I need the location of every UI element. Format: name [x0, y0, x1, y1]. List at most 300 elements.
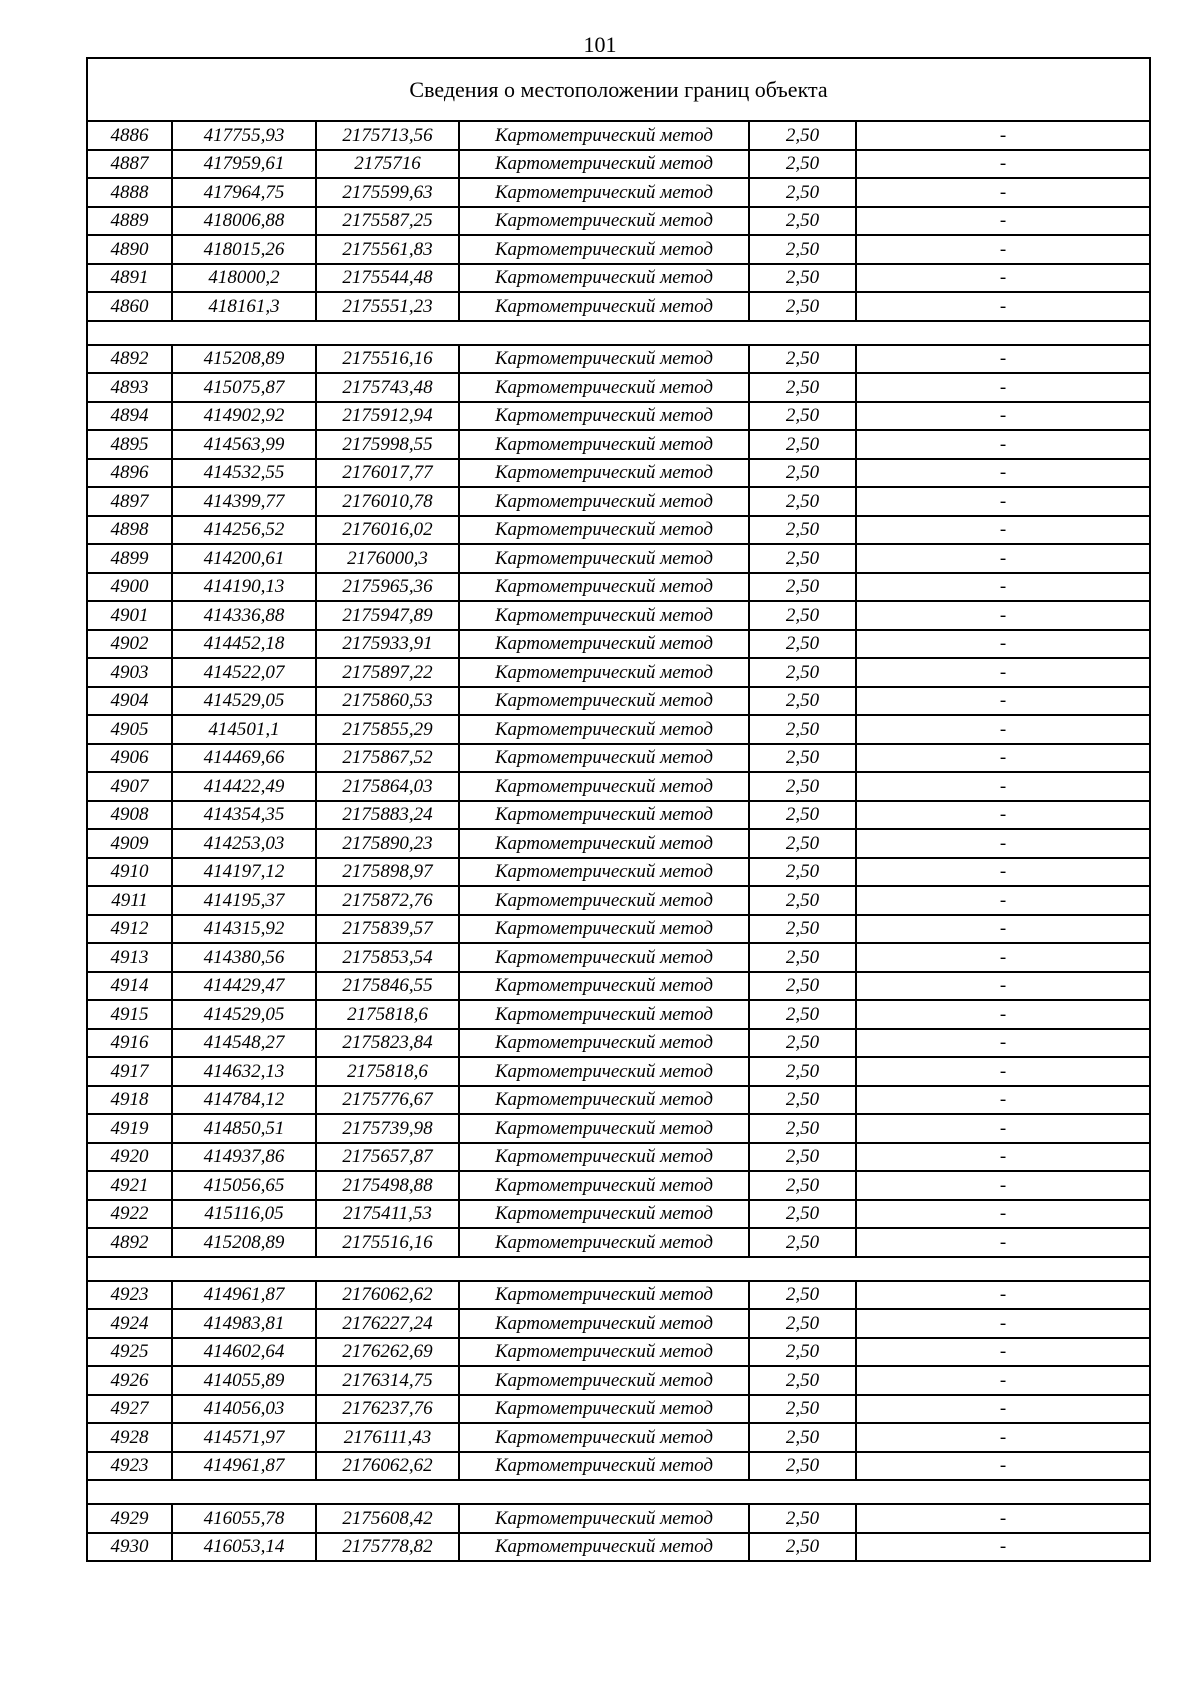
x-coordinate-cell: 416055,78 — [172, 1504, 316, 1533]
accuracy-cell: 2,50 — [749, 292, 856, 321]
x-coordinate-cell: 414336,88 — [172, 601, 316, 630]
accuracy-cell: 2,50 — [749, 1309, 856, 1338]
accuracy-cell: 2,50 — [749, 1086, 856, 1115]
method-cell: Картометрический метод — [459, 1029, 749, 1058]
point-number-cell: 4918 — [87, 1086, 172, 1115]
point-number-cell: 4912 — [87, 915, 172, 944]
accuracy-cell: 2,50 — [749, 972, 856, 1001]
table-row — [87, 1171, 1150, 1200]
table-row — [87, 292, 1150, 321]
y-coordinate-cell: 2175599,63 — [316, 178, 459, 207]
method-cell: Картометрический метод — [459, 345, 749, 374]
table-row — [87, 150, 1150, 179]
description-cell: - — [856, 1143, 1150, 1172]
accuracy-cell: 2,50 — [749, 744, 856, 773]
table-row — [87, 1452, 1150, 1481]
y-coordinate-cell: 2175883,24 — [316, 801, 459, 830]
y-coordinate-cell: 2175933,91 — [316, 630, 459, 659]
x-coordinate-cell: 414632,13 — [172, 1057, 316, 1086]
method-cell: Картометрический метод — [459, 886, 749, 915]
accuracy-cell: 2,50 — [749, 772, 856, 801]
description-cell: - — [856, 150, 1150, 179]
table-row — [87, 207, 1150, 236]
accuracy-cell: 2,50 — [749, 1029, 856, 1058]
y-coordinate-cell: 2175846,55 — [316, 972, 459, 1001]
x-coordinate-cell: 415116,05 — [172, 1200, 316, 1229]
x-coordinate-cell: 414452,18 — [172, 630, 316, 659]
y-coordinate-cell: 2175713,56 — [316, 121, 459, 150]
point-number-cell: 4887 — [87, 150, 172, 179]
x-coordinate-cell: 418161,3 — [172, 292, 316, 321]
x-coordinate-cell: 414354,35 — [172, 801, 316, 830]
method-cell: Картометрический метод — [459, 772, 749, 801]
description-cell: - — [856, 1423, 1150, 1452]
table-row — [87, 1143, 1150, 1172]
point-number-cell: 4927 — [87, 1395, 172, 1424]
y-coordinate-cell: 2175561,83 — [316, 235, 459, 264]
description-cell: - — [856, 573, 1150, 602]
accuracy-cell: 2,50 — [749, 1281, 856, 1310]
description-cell: - — [856, 1200, 1150, 1229]
point-number-cell: 4917 — [87, 1057, 172, 1086]
method-cell: Картометрический метод — [459, 544, 749, 573]
description-cell: - — [856, 772, 1150, 801]
description-cell: - — [856, 801, 1150, 830]
point-number-cell: 4908 — [87, 801, 172, 830]
y-coordinate-cell: 2175778,82 — [316, 1533, 459, 1562]
description-cell: - — [856, 1533, 1150, 1562]
description-cell: - — [856, 264, 1150, 293]
x-coordinate-cell: 414429,47 — [172, 972, 316, 1001]
description-cell: - — [856, 1057, 1150, 1086]
method-cell: Картометрический метод — [459, 1366, 749, 1395]
table-row — [87, 772, 1150, 801]
x-coordinate-cell: 414902,92 — [172, 402, 316, 431]
table-row — [87, 744, 1150, 773]
x-coordinate-cell: 414529,05 — [172, 1000, 316, 1029]
x-coordinate-cell: 414253,03 — [172, 829, 316, 858]
y-coordinate-cell: 2175860,53 — [316, 687, 459, 716]
description-cell: - — [856, 601, 1150, 630]
point-number-cell: 4895 — [87, 430, 172, 459]
y-coordinate-cell: 2176227,24 — [316, 1309, 459, 1338]
accuracy-cell: 2,50 — [749, 178, 856, 207]
accuracy-cell: 2,50 — [749, 430, 856, 459]
table-row — [87, 345, 1150, 374]
point-number-cell: 4913 — [87, 943, 172, 972]
method-cell: Картометрический метод — [459, 573, 749, 602]
table-row — [87, 573, 1150, 602]
method-cell: Картометрический метод — [459, 630, 749, 659]
point-number-cell: 4905 — [87, 715, 172, 744]
method-cell: Картометрический метод — [459, 1281, 749, 1310]
description-cell: - — [856, 459, 1150, 488]
accuracy-cell: 2,50 — [749, 943, 856, 972]
method-cell: Картометрический метод — [459, 829, 749, 858]
x-coordinate-cell: 415208,89 — [172, 345, 316, 374]
description-cell: - — [856, 886, 1150, 915]
point-number-cell: 4902 — [87, 630, 172, 659]
description-cell: - — [856, 1171, 1150, 1200]
point-number-cell: 4921 — [87, 1171, 172, 1200]
table-row — [87, 121, 1150, 150]
table-row — [87, 1395, 1150, 1424]
y-coordinate-cell: 2175872,76 — [316, 886, 459, 915]
x-coordinate-cell: 414522,07 — [172, 658, 316, 687]
point-number-cell: 4919 — [87, 1114, 172, 1143]
accuracy-cell: 2,50 — [749, 1200, 856, 1229]
accuracy-cell: 2,50 — [749, 1338, 856, 1367]
table-row — [87, 601, 1150, 630]
method-cell: Картометрический метод — [459, 487, 749, 516]
accuracy-cell: 2,50 — [749, 150, 856, 179]
method-cell: Картометрический метод — [459, 858, 749, 887]
x-coordinate-cell: 418000,2 — [172, 264, 316, 293]
accuracy-cell: 2,50 — [749, 1171, 856, 1200]
accuracy-cell: 2,50 — [749, 121, 856, 150]
method-cell: Картометрический метод — [459, 430, 749, 459]
method-cell: Картометрический метод — [459, 1086, 749, 1115]
table-row — [87, 1114, 1150, 1143]
y-coordinate-cell: 2175776,67 — [316, 1086, 459, 1115]
group-separator-cell — [87, 1257, 1150, 1281]
table-row — [87, 1000, 1150, 1029]
x-coordinate-cell: 414195,37 — [172, 886, 316, 915]
table-row — [87, 1338, 1150, 1367]
table-title-row — [87, 58, 1150, 121]
point-number-cell: 4893 — [87, 373, 172, 402]
method-cell: Картометрический метод — [459, 402, 749, 431]
table-row — [87, 402, 1150, 431]
description-cell: - — [856, 1029, 1150, 1058]
table-title: Сведения о местоположении границ объекта — [87, 58, 1150, 121]
accuracy-cell: 2,50 — [749, 630, 856, 659]
accuracy-cell: 2,50 — [749, 601, 856, 630]
y-coordinate-cell: 2175498,88 — [316, 1171, 459, 1200]
description-cell: - — [856, 858, 1150, 887]
y-coordinate-cell: 2175608,42 — [316, 1504, 459, 1533]
method-cell: Картометрический метод — [459, 601, 749, 630]
description-cell: - — [856, 544, 1150, 573]
accuracy-cell: 2,50 — [749, 459, 856, 488]
point-number-cell: 4910 — [87, 858, 172, 887]
table-row — [87, 943, 1150, 972]
point-number-cell: 4890 — [87, 235, 172, 264]
table-row — [87, 1057, 1150, 1086]
point-number-cell: 4915 — [87, 1000, 172, 1029]
point-number-cell: 4903 — [87, 658, 172, 687]
table-row — [87, 858, 1150, 887]
accuracy-cell: 2,50 — [749, 715, 856, 744]
x-coordinate-cell: 417959,61 — [172, 150, 316, 179]
x-coordinate-cell: 414850,51 — [172, 1114, 316, 1143]
group-separator-row — [87, 1480, 1150, 1504]
table-row — [87, 1029, 1150, 1058]
table-row — [87, 264, 1150, 293]
x-coordinate-cell: 414380,56 — [172, 943, 316, 972]
method-cell: Картометрический метод — [459, 1114, 749, 1143]
table-row — [87, 972, 1150, 1001]
table-row — [87, 1533, 1150, 1562]
x-coordinate-cell: 414197,12 — [172, 858, 316, 887]
accuracy-cell: 2,50 — [749, 573, 856, 602]
accuracy-cell: 2,50 — [749, 402, 856, 431]
point-number-cell: 4929 — [87, 1504, 172, 1533]
description-cell: - — [856, 1452, 1150, 1481]
point-number-cell: 4925 — [87, 1338, 172, 1367]
y-coordinate-cell: 2175898,97 — [316, 858, 459, 887]
point-number-cell: 4907 — [87, 772, 172, 801]
method-cell: Картометрический метод — [459, 943, 749, 972]
description-cell: - — [856, 1395, 1150, 1424]
accuracy-cell: 2,50 — [749, 487, 856, 516]
description-cell: - — [856, 1000, 1150, 1029]
y-coordinate-cell: 2175411,53 — [316, 1200, 459, 1229]
point-number-cell: 4886 — [87, 121, 172, 150]
y-coordinate-cell: 2175890,23 — [316, 829, 459, 858]
x-coordinate-cell: 414501,1 — [172, 715, 316, 744]
method-cell: Картометрический метод — [459, 1452, 749, 1481]
description-cell: - — [856, 972, 1150, 1001]
point-number-cell: 4923 — [87, 1452, 172, 1481]
x-coordinate-cell: 415208,89 — [172, 1228, 316, 1257]
accuracy-cell: 2,50 — [749, 373, 856, 402]
accuracy-cell: 2,50 — [749, 1504, 856, 1533]
point-number-cell: 4888 — [87, 178, 172, 207]
table-row — [87, 886, 1150, 915]
y-coordinate-cell: 2176262,69 — [316, 1338, 459, 1367]
method-cell: Картометрический метод — [459, 178, 749, 207]
y-coordinate-cell: 2175516,16 — [316, 1228, 459, 1257]
y-coordinate-cell: 2175823,84 — [316, 1029, 459, 1058]
description-cell: - — [856, 687, 1150, 716]
method-cell: Картометрический метод — [459, 516, 749, 545]
description-cell: - — [856, 516, 1150, 545]
method-cell: Картометрический метод — [459, 1309, 749, 1338]
accuracy-cell: 2,50 — [749, 1452, 856, 1481]
method-cell: Картометрический метод — [459, 715, 749, 744]
x-coordinate-cell: 414529,05 — [172, 687, 316, 716]
description-cell: - — [856, 1281, 1150, 1310]
x-coordinate-cell: 415075,87 — [172, 373, 316, 402]
x-coordinate-cell: 418006,88 — [172, 207, 316, 236]
accuracy-cell: 2,50 — [749, 687, 856, 716]
description-cell: - — [856, 121, 1150, 150]
description-cell: - — [856, 1309, 1150, 1338]
x-coordinate-cell: 414563,99 — [172, 430, 316, 459]
y-coordinate-cell: 2175998,55 — [316, 430, 459, 459]
accuracy-cell: 2,50 — [749, 1057, 856, 1086]
y-coordinate-cell: 2175743,48 — [316, 373, 459, 402]
table-row — [87, 1366, 1150, 1395]
description-cell: - — [856, 1338, 1150, 1367]
method-cell: Картометрический метод — [459, 1000, 749, 1029]
x-coordinate-cell: 418015,26 — [172, 235, 316, 264]
accuracy-cell: 2,50 — [749, 1395, 856, 1424]
description-cell: - — [856, 915, 1150, 944]
accuracy-cell: 2,50 — [749, 886, 856, 915]
table-row — [87, 1504, 1150, 1533]
method-cell: Картометрический метод — [459, 1504, 749, 1533]
point-number-cell: 4906 — [87, 744, 172, 773]
x-coordinate-cell: 417755,93 — [172, 121, 316, 150]
y-coordinate-cell: 2176062,62 — [316, 1452, 459, 1481]
table-row — [87, 373, 1150, 402]
table-row — [87, 1281, 1150, 1310]
table-row — [87, 687, 1150, 716]
x-coordinate-cell: 414961,87 — [172, 1452, 316, 1481]
accuracy-cell: 2,50 — [749, 1000, 856, 1029]
x-coordinate-cell: 414548,27 — [172, 1029, 316, 1058]
table-row — [87, 1309, 1150, 1338]
point-number-cell: 4924 — [87, 1309, 172, 1338]
point-number-cell: 4897 — [87, 487, 172, 516]
y-coordinate-cell: 2175867,52 — [316, 744, 459, 773]
group-separator-cell — [87, 321, 1150, 345]
x-coordinate-cell: 414602,64 — [172, 1338, 316, 1367]
description-cell: - — [856, 1228, 1150, 1257]
accuracy-cell: 2,50 — [749, 207, 856, 236]
table-row — [87, 544, 1150, 573]
description-cell: - — [856, 345, 1150, 374]
y-coordinate-cell: 2176237,76 — [316, 1395, 459, 1424]
method-cell: Картометрический метод — [459, 150, 749, 179]
y-coordinate-cell: 2175657,87 — [316, 1143, 459, 1172]
y-coordinate-cell: 2175587,25 — [316, 207, 459, 236]
x-coordinate-cell: 417964,75 — [172, 178, 316, 207]
x-coordinate-cell: 414961,87 — [172, 1281, 316, 1310]
x-coordinate-cell: 414937,86 — [172, 1143, 316, 1172]
table-row — [87, 430, 1150, 459]
point-number-cell: 4928 — [87, 1423, 172, 1452]
description-cell: - — [856, 402, 1150, 431]
point-number-cell: 4894 — [87, 402, 172, 431]
group-separator-row — [87, 1257, 1150, 1281]
table-row — [87, 487, 1150, 516]
x-coordinate-cell: 414055,89 — [172, 1366, 316, 1395]
description-cell: - — [856, 829, 1150, 858]
method-cell: Картометрический метод — [459, 121, 749, 150]
x-coordinate-cell: 416053,14 — [172, 1533, 316, 1562]
description-cell: - — [856, 943, 1150, 972]
table-row — [87, 1228, 1150, 1257]
y-coordinate-cell: 2175716 — [316, 150, 459, 179]
y-coordinate-cell: 2175551,23 — [316, 292, 459, 321]
description-cell: - — [856, 1114, 1150, 1143]
method-cell: Картометрический метод — [459, 1171, 749, 1200]
x-coordinate-cell: 414056,03 — [172, 1395, 316, 1424]
method-cell: Картометрический метод — [459, 972, 749, 1001]
point-number-cell: 4922 — [87, 1200, 172, 1229]
x-coordinate-cell: 414983,81 — [172, 1309, 316, 1338]
y-coordinate-cell: 2175818,6 — [316, 1000, 459, 1029]
x-coordinate-cell: 414190,13 — [172, 573, 316, 602]
accuracy-cell: 2,50 — [749, 516, 856, 545]
description-cell: - — [856, 1086, 1150, 1115]
description-cell: - — [856, 715, 1150, 744]
method-cell: Картометрический метод — [459, 1533, 749, 1562]
y-coordinate-cell: 2175544,48 — [316, 264, 459, 293]
table-row — [87, 658, 1150, 687]
method-cell: Картометрический метод — [459, 292, 749, 321]
method-cell: Картометрический метод — [459, 1395, 749, 1424]
description-cell: - — [856, 235, 1150, 264]
y-coordinate-cell: 2176062,62 — [316, 1281, 459, 1310]
boundary-table — [86, 57, 1151, 1562]
description-cell: - — [856, 178, 1150, 207]
point-number-cell: 4916 — [87, 1029, 172, 1058]
description-cell: - — [856, 292, 1150, 321]
method-cell: Картометрический метод — [459, 915, 749, 944]
accuracy-cell: 2,50 — [749, 264, 856, 293]
table-row — [87, 1200, 1150, 1229]
accuracy-cell: 2,50 — [749, 235, 856, 264]
x-coordinate-cell: 414469,66 — [172, 744, 316, 773]
y-coordinate-cell: 2175839,57 — [316, 915, 459, 944]
x-coordinate-cell: 414784,12 — [172, 1086, 316, 1115]
method-cell: Картометрический метод — [459, 658, 749, 687]
method-cell: Картометрический метод — [459, 264, 749, 293]
y-coordinate-cell: 2176111,43 — [316, 1423, 459, 1452]
table-row — [87, 715, 1150, 744]
x-coordinate-cell: 414571,97 — [172, 1423, 316, 1452]
accuracy-cell: 2,50 — [749, 544, 856, 573]
method-cell: Картометрический метод — [459, 1228, 749, 1257]
accuracy-cell: 2,50 — [749, 801, 856, 830]
table-row — [87, 178, 1150, 207]
y-coordinate-cell: 2176017,77 — [316, 459, 459, 488]
y-coordinate-cell: 2176010,78 — [316, 487, 459, 516]
y-coordinate-cell: 2175818,6 — [316, 1057, 459, 1086]
table-row — [87, 630, 1150, 659]
y-coordinate-cell: 2176000,3 — [316, 544, 459, 573]
table-row — [87, 915, 1150, 944]
point-number-cell: 4914 — [87, 972, 172, 1001]
point-number-cell: 4900 — [87, 573, 172, 602]
point-number-cell: 4892 — [87, 345, 172, 374]
y-coordinate-cell: 2175739,98 — [316, 1114, 459, 1143]
point-number-cell: 4904 — [87, 687, 172, 716]
point-number-cell: 4930 — [87, 1533, 172, 1562]
point-number-cell: 4889 — [87, 207, 172, 236]
description-cell: - — [856, 1504, 1150, 1533]
point-number-cell: 4898 — [87, 516, 172, 545]
method-cell: Картометрический метод — [459, 1338, 749, 1367]
x-coordinate-cell: 414256,52 — [172, 516, 316, 545]
point-number-cell: 4920 — [87, 1143, 172, 1172]
method-cell: Картометрический метод — [459, 1143, 749, 1172]
y-coordinate-cell: 2176016,02 — [316, 516, 459, 545]
method-cell: Картометрический метод — [459, 1200, 749, 1229]
accuracy-cell: 2,50 — [749, 658, 856, 687]
description-cell: - — [856, 1366, 1150, 1395]
table-row — [87, 235, 1150, 264]
method-cell: Картометрический метод — [459, 459, 749, 488]
group-separator-cell — [87, 1480, 1150, 1504]
description-cell: - — [856, 487, 1150, 516]
table-row — [87, 801, 1150, 830]
accuracy-cell: 2,50 — [749, 1533, 856, 1562]
group-separator-row — [87, 321, 1150, 345]
x-coordinate-cell: 414200,61 — [172, 544, 316, 573]
description-cell: - — [856, 207, 1150, 236]
y-coordinate-cell: 2175855,29 — [316, 715, 459, 744]
point-number-cell: 4926 — [87, 1366, 172, 1395]
method-cell: Картометрический метод — [459, 1423, 749, 1452]
method-cell: Картометрический метод — [459, 744, 749, 773]
table-row — [87, 829, 1150, 858]
y-coordinate-cell: 2175912,94 — [316, 402, 459, 431]
